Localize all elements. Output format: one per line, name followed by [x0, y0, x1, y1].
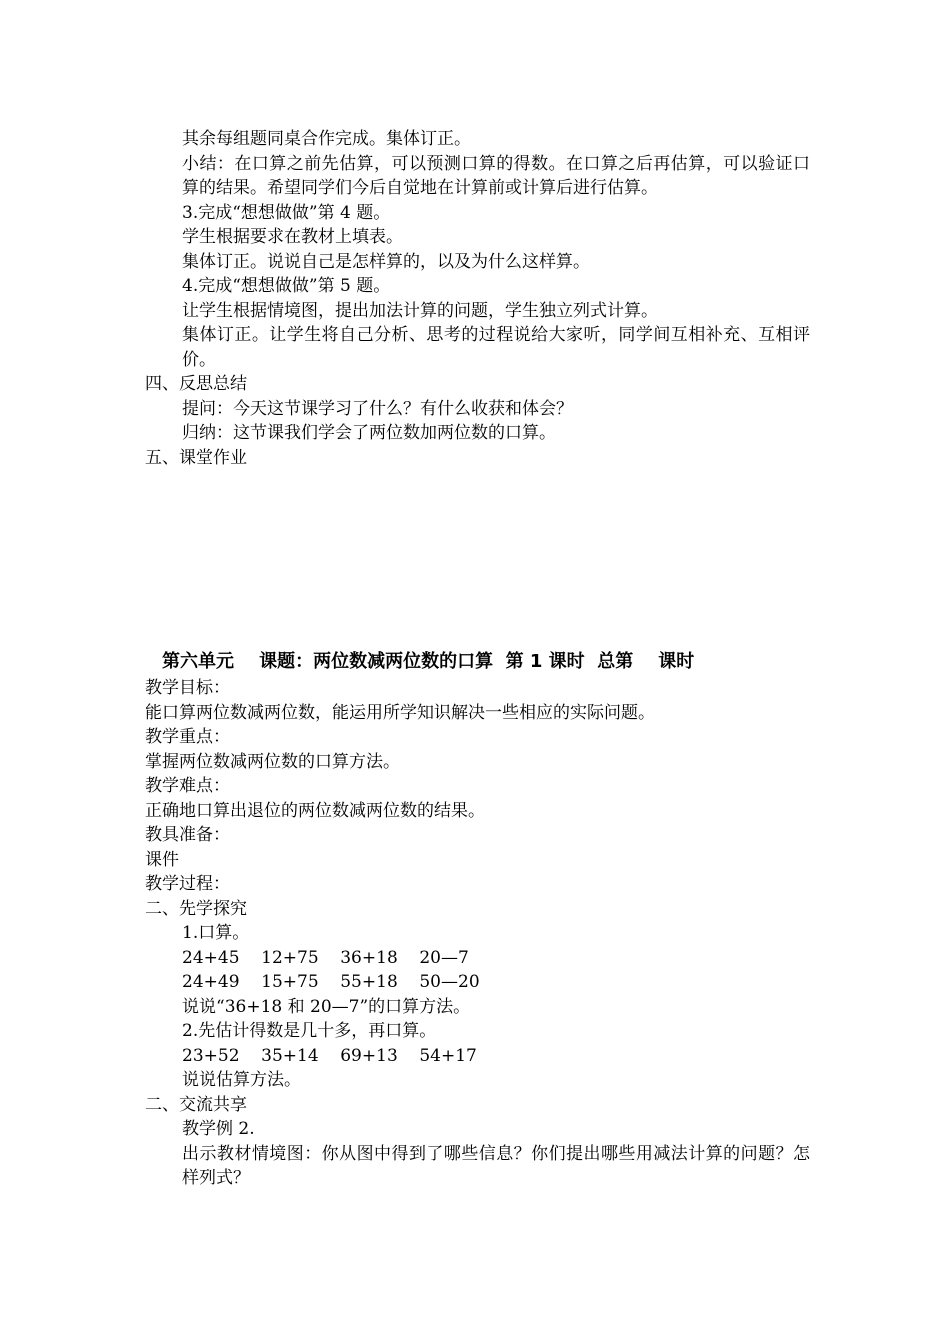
section-heading: 二、交流共享	[145, 1094, 247, 1115]
paragraph: 归纳：这节课我们学会了两位数加两位数的口算。	[182, 423, 556, 443]
paragraph-summary: 小结：在口算之前先估算，可以预测口算的得数。在口算之后再估算，可以验证口算的结果。希望同学们今后自觉地在计算前或计算后进行估算。	[182, 153, 810, 198]
label-difficulty: 教学难点：	[145, 776, 230, 796]
label-key-point: 教学重点：	[145, 727, 230, 747]
paragraph: 提问：今天这节课学习了什么？有什么收获和体会？	[182, 398, 573, 419]
paragraph: 说说估算方法。	[182, 1070, 301, 1090]
paragraph: 课件	[145, 849, 179, 870]
math-row: 24+49 15+75 55+18 50—20	[182, 972, 480, 992]
lesson-title: 第六单元 课题：两位数减两位数的口算 第 1 课时 总第 课时	[162, 651, 695, 672]
paragraph: 能口算两位数减两位数，能运用所学知识解决一些相应的实际问题。	[145, 702, 655, 723]
paragraph: 集体订正。说说自己是怎样算的，以及为什么这样算。	[182, 251, 590, 272]
section-heading: 二、先学探究	[145, 898, 247, 919]
label-process: 教学过程：	[145, 874, 230, 894]
paragraph: 掌握两位数减两位数的口算方法。	[145, 751, 400, 772]
label-materials: 教具准备：	[145, 825, 230, 845]
paragraph: 3.完成“想想做做”第 4 题。	[182, 202, 391, 223]
paragraph: 学生根据要求在教材上填表。	[182, 227, 403, 247]
label-goal: 教学目标：	[145, 678, 230, 698]
paragraph: 2.先估计得数是几十多，再口算。	[182, 1021, 437, 1041]
paragraph-question: 出示教材情境图：你从图中得到了哪些信息？你们提出哪些用减法计算的问题？怎样列式？	[182, 1143, 810, 1188]
paragraph-review: 集体订正。让学生将自己分析、思考的过程说给大家听，同学间互相补充、互相评价。	[182, 325, 810, 370]
paragraph: 其余每组题同桌合作完成。集体订正。	[182, 129, 471, 149]
section-heading: 五、课堂作业	[145, 447, 247, 468]
paragraph: 说说“36+18 和 20—7”的口算方法。	[182, 996, 471, 1017]
paragraph: 教学例 2.	[182, 1119, 255, 1139]
paragraph: 4.完成“想想做做”第 5 题。	[182, 276, 391, 296]
math-row: 24+45 12+75 36+18 20—7	[182, 947, 469, 968]
paragraph: 1.口算。	[182, 923, 250, 943]
section-top	[145, 127, 810, 470]
paragraph: 让学生根据情境图，提出加法计算的问题，学生独立列式计算。	[182, 300, 658, 321]
paragraph: 正确地口算出退位的两位数减两位数的结果。	[145, 800, 485, 821]
section-heading: 四、反思总结	[145, 374, 247, 394]
section-lesson	[145, 676, 810, 1191]
math-row: 23+52 35+14 69+13 54+17	[182, 1045, 477, 1066]
